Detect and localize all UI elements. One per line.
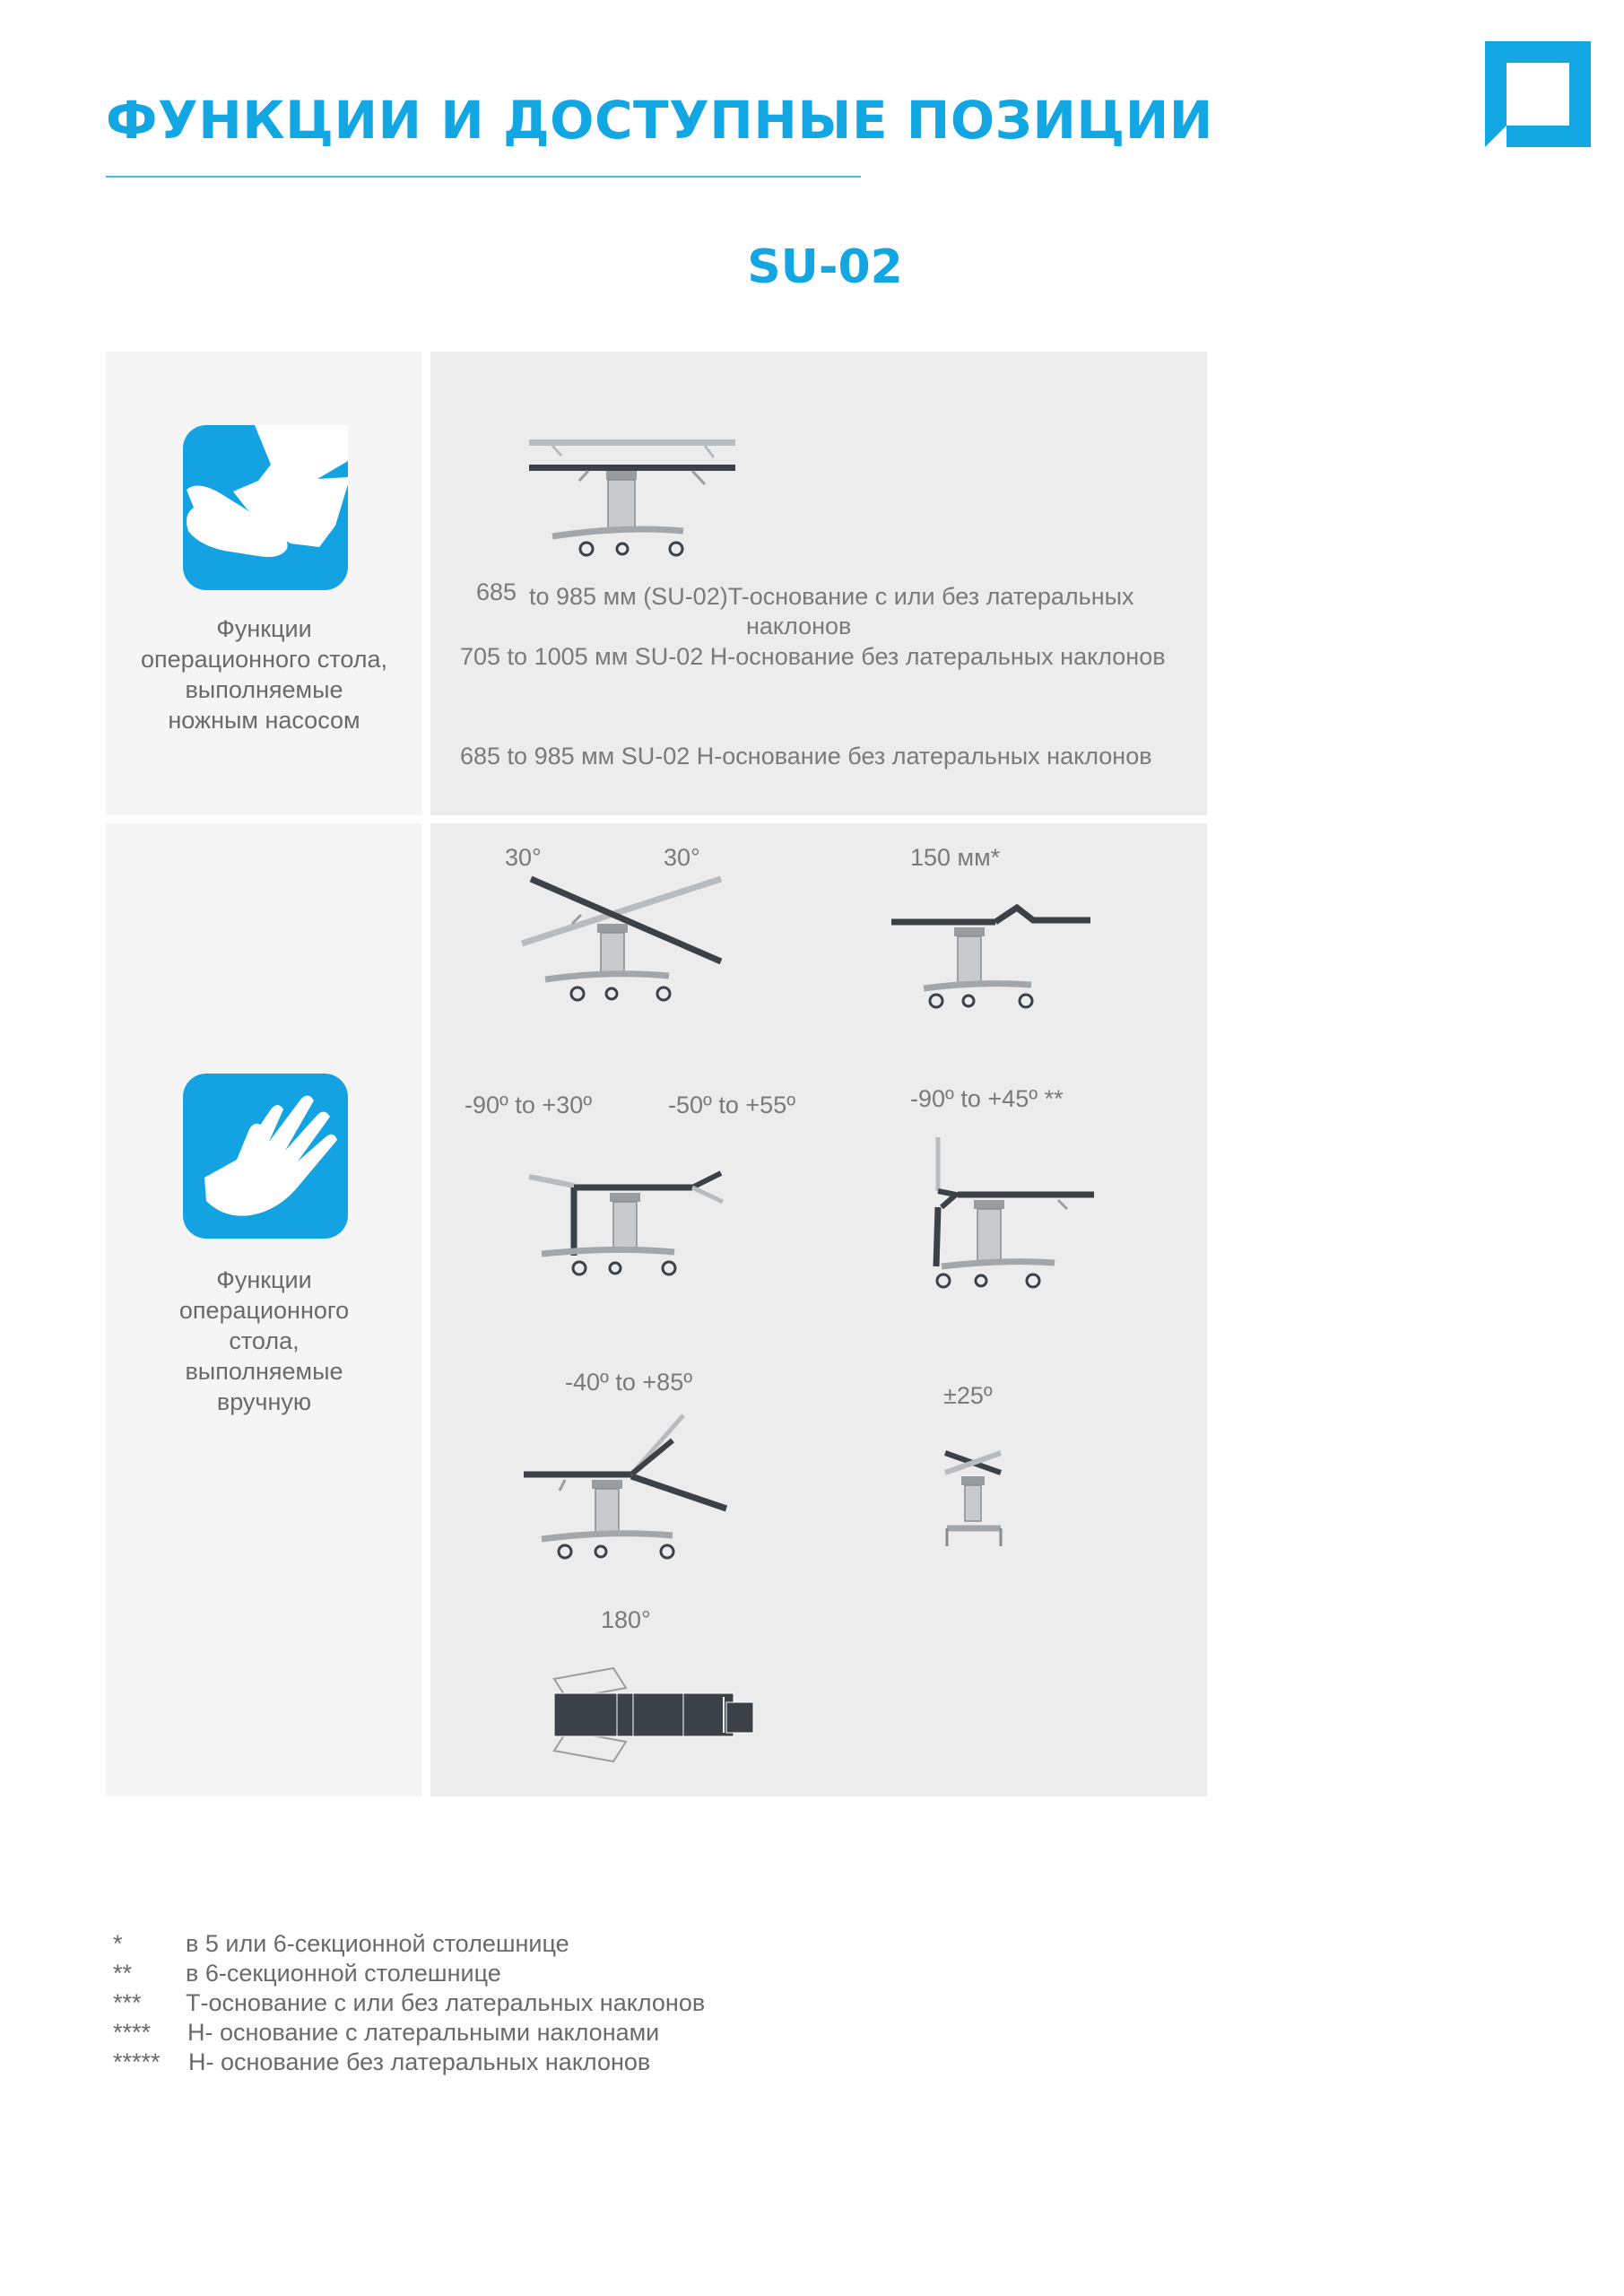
head-angle-value: -90º to +45º ** (910, 1085, 1064, 1112)
head-section-drawing (924, 1132, 1103, 1293)
manual-label-line: вручную (216, 1388, 312, 1415)
manual-label (106, 1265, 422, 1417)
footnote-text: в 5 или 6-секционной столешнице (186, 1930, 569, 1957)
footnote-text: Т-основание с или без латеральных наклонов (186, 1989, 706, 2016)
tilt-right-angle: 30° (664, 844, 700, 871)
height-range-h-base-1: 705 to 1005 мм SU-02 H-основание без латеральных наклонов (460, 643, 1166, 670)
height-range-h-base-2: 685 to 985 мм SU-02 H-основание без латеральных наклонов (460, 743, 1152, 770)
title-divider (106, 176, 861, 178)
foot-pump-label-line: выполняемые (185, 676, 343, 703)
footnote-mark: * (113, 1930, 123, 1957)
model-name: SU-02 (747, 240, 903, 294)
foot-pump-label-line: Функции (216, 615, 312, 642)
footnote-text: в 6-секционной столешнице (186, 1960, 501, 1987)
foot-pump-label-line: ножным насосом (168, 707, 360, 734)
leg-sections-drawing (524, 1166, 730, 1283)
leg-split-value: -50º to +55º (668, 1091, 796, 1118)
back-section-drawing (520, 1410, 735, 1562)
height-prefix: 685 (476, 578, 517, 605)
footnote-mark: ***** (113, 2048, 161, 2075)
rotation-value: 180° (601, 1606, 651, 1633)
tilt-drawing (518, 872, 734, 1006)
footnote-mark: *** (113, 1989, 142, 2016)
foot-pump-icon (183, 425, 348, 590)
logo-icon (1485, 41, 1591, 147)
hand-icon (183, 1074, 348, 1239)
foot-pump-label-line: операционного стола, (140, 646, 388, 673)
kidney-bridge-value: 150 мм* (910, 844, 1001, 871)
leg-angle-value: -90º to +30º (465, 1091, 593, 1118)
footnote-mark: ** (113, 1960, 133, 1987)
foot-pump-label (106, 613, 422, 735)
lateral-tilt-value: ±25º (943, 1382, 993, 1409)
kidney-bridge-drawing (888, 895, 1094, 1012)
height-adjust-drawing (525, 438, 750, 559)
footnote-mark: **** (113, 2019, 152, 2046)
rotation-drawing (551, 1661, 757, 1769)
height-range-t-base-cont: наклонов (746, 613, 852, 639)
manual-label-line: стола, (229, 1327, 300, 1354)
footnote-text: H- основание с латеральными наклонами (187, 2019, 660, 2046)
manual-label-line: Функции (216, 1266, 312, 1293)
tilt-left-angle: 30° (505, 844, 542, 871)
manual-label-line: операционного (178, 1297, 350, 1324)
page-title: ФУНКЦИИ И ДОСТУПНЫЕ ПОЗИЦИИ (106, 90, 1213, 151)
back-angle-value: -40º to +85º (565, 1369, 693, 1396)
lateral-tilt-drawing (938, 1446, 1010, 1553)
manual-label-line: выполняемые (185, 1358, 343, 1385)
footnote-text: H- основание без латеральных наклонов (188, 2048, 651, 2075)
height-range-t-base: to 985 мм (SU-02)T-основание с или без латеральных (529, 583, 1134, 610)
